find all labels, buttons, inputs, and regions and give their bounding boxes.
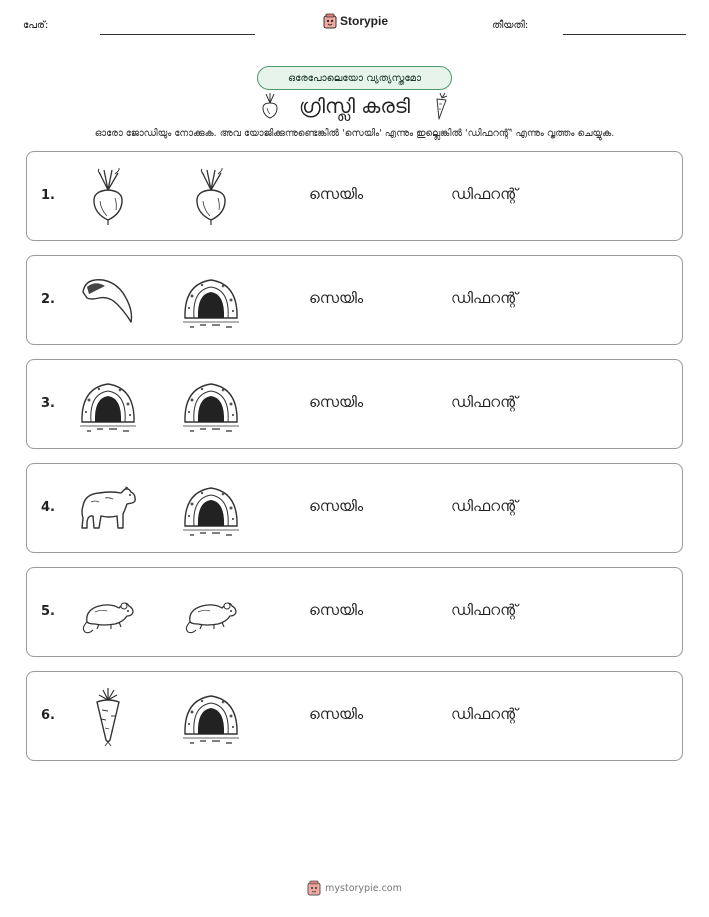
question-number: 6. — [41, 708, 55, 723]
different-option[interactable]: ഡിഫറന്റ് — [451, 185, 518, 203]
storypie-mascot-icon — [307, 880, 321, 896]
same-option[interactable]: സെയിം — [309, 393, 364, 411]
mouse-icon — [180, 582, 242, 644]
instructions: ഓരോ ജോഡിയും നോക്കുക. അവ യോജിക്കുന്നുണ്ടെങ്കിൽ 'സെയിം' എന്നും ഇല്ലെങ്കിൽ 'ഡിഫറന്റ്' എന്നും വൃത്തം ചെയ്യുക. — [94, 128, 615, 139]
date-line[interactable] — [563, 34, 686, 35]
name-line[interactable] — [100, 34, 255, 35]
footer-url: mystorypie.com — [325, 882, 402, 894]
different-option[interactable]: ഡിഫറന്റ് — [451, 601, 518, 619]
page-title: ഗ്രിസ്ലി കരടി — [298, 94, 411, 118]
carrot-icon — [77, 686, 139, 748]
different-option[interactable]: ഡിഫറന്റ് — [451, 497, 518, 515]
cave-icon — [180, 686, 242, 748]
cave-icon — [77, 374, 139, 436]
cave-icon — [180, 270, 242, 332]
different-option[interactable]: ഡിഫറന്റ് — [451, 393, 518, 411]
turnip-icon — [180, 166, 242, 228]
name-label: പേര്: — [23, 20, 49, 31]
question-row — [26, 151, 683, 241]
question-row — [26, 359, 683, 449]
same-option[interactable]: സെയിം — [309, 497, 364, 515]
mouse-icon — [77, 582, 139, 644]
question-row — [26, 463, 683, 553]
cave-icon — [180, 478, 242, 540]
date-label: തീയതി: — [492, 20, 529, 31]
turnip-decoration-icon — [259, 91, 281, 121]
question-number: 3. — [41, 396, 55, 411]
brand-logo — [323, 13, 388, 29]
different-option[interactable]: ഡിഫറന്റ് — [451, 705, 518, 723]
question-number: 2. — [41, 292, 55, 307]
cave-icon — [180, 374, 242, 436]
turnip-icon — [77, 166, 139, 228]
title-row — [0, 89, 709, 123]
same-option[interactable]: സെയിം — [309, 289, 364, 307]
question-number: 1. — [41, 188, 55, 203]
question-row — [26, 255, 683, 345]
carrot-decoration-icon — [428, 91, 450, 121]
question-number: 5. — [41, 604, 55, 619]
question-row — [26, 567, 683, 657]
storypie-mascot-icon — [323, 13, 337, 29]
different-option[interactable]: ഡിഫറന്റ് — [451, 289, 518, 307]
worksheet-type-badge: ഒരേപോലെയോ വ്യത്യസ്തമോ — [257, 66, 452, 90]
bear-icon — [77, 478, 139, 540]
same-option[interactable]: സെയിം — [309, 185, 364, 203]
brand-name: Storypie — [340, 14, 389, 28]
claw-icon — [77, 270, 139, 332]
question-number: 4. — [41, 500, 55, 515]
same-option[interactable]: സെയിം — [309, 601, 364, 619]
footer — [0, 880, 709, 896]
same-option[interactable]: സെയിം — [309, 705, 364, 723]
question-row — [26, 671, 683, 761]
